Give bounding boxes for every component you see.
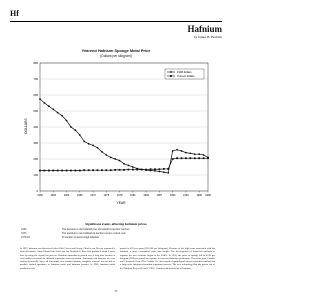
x-tick-label: 1972 <box>90 194 96 197</box>
data-point <box>185 152 187 154</box>
hafnium-symbol: Hf <box>10 9 19 18</box>
data-point <box>158 168 160 170</box>
y-tick-label: 0 <box>36 189 38 193</box>
data-point <box>101 169 103 171</box>
data-point <box>70 126 72 128</box>
data-point <box>154 170 156 172</box>
x-tick-label: 1969 <box>77 194 83 197</box>
data-point <box>79 134 81 136</box>
series-line <box>40 99 208 173</box>
data-point <box>44 102 46 104</box>
events-title: Significant events affecting hafnium prices <box>85 222 147 226</box>
data-point <box>167 172 169 174</box>
data-point <box>105 169 107 171</box>
data-point <box>70 170 72 172</box>
data-point <box>150 168 152 170</box>
data-point <box>92 145 94 147</box>
event-year: 1953 <box>21 232 27 235</box>
x-tick-label: 1978 <box>116 194 123 197</box>
x-tick-label: 1981 <box>130 194 136 197</box>
data-point <box>172 150 174 152</box>
data-point <box>88 143 90 145</box>
data-point <box>136 169 138 171</box>
event-text: The decision to use hafnium free zirconium in nuclear reactors <box>62 228 130 231</box>
data-point <box>141 169 143 171</box>
data-point <box>97 169 99 171</box>
legend-marker <box>170 75 172 77</box>
y-tick-label: 200 <box>33 157 38 161</box>
body-text-right: quoted at $22 per gram ($22,000 per kilogram). Because of the high costs associated with the hafnium, a more economical route was sought. The development of improved methods to separate the two elements began in the 1940's. In 1959, the price of sponge fell to $110 per kilogram ($28 per pound) in response to increased hafnium production. That same year, Carbide and Chemicals Corp. (The Carbide Co.) developed a liquid-liquid solvent extraction method and a large-scale hafnium-zirconium separation process. The new technology that has grown out of the Hafnium Project (Powell, 1961). Commercial production of hafnium <box>120 247 215 270</box>
data-point <box>189 157 191 159</box>
event-text: The decision to use hafnium in nuclear reactor control rods <box>62 232 126 235</box>
x-tick-label: 1987 <box>156 194 163 197</box>
data-point <box>194 157 196 159</box>
data-point <box>101 151 103 153</box>
data-point <box>198 153 200 155</box>
data-point <box>181 157 183 159</box>
data-point <box>163 168 165 170</box>
chart-grid <box>40 63 208 191</box>
data-point <box>52 109 54 111</box>
data-point <box>57 112 59 114</box>
x-tick-label: 1998 <box>205 194 211 197</box>
byline: by James B. Hedrick <box>193 35 222 39</box>
y-tick-label: 100 <box>33 173 38 177</box>
data-point <box>66 170 68 172</box>
event-text: Economic recession-high inflation <box>62 236 100 239</box>
data-point <box>52 170 54 172</box>
data-point <box>92 169 94 171</box>
data-point <box>39 170 41 172</box>
x-tick-label: 1993 <box>183 194 189 197</box>
y-tick-label: 400 <box>33 125 38 129</box>
y-tick-label: 300 <box>33 141 38 145</box>
y-tick-label: 500 <box>33 109 38 113</box>
data-point <box>105 154 107 156</box>
data-point <box>176 149 178 151</box>
y-tick-label: 800 <box>33 61 38 65</box>
chart-ticks <box>33 61 211 197</box>
data-point <box>44 170 46 172</box>
data-point <box>48 170 50 172</box>
x-tick-label: 1984 <box>143 194 149 197</box>
y-tick-label: 600 <box>33 93 38 97</box>
legend-label: 1998 dollars <box>177 71 192 74</box>
data-point <box>74 170 76 172</box>
data-point <box>119 160 121 162</box>
legend-marker <box>170 71 172 73</box>
x-tick-label: 1975 <box>103 194 110 197</box>
data-point <box>167 168 169 170</box>
data-point <box>128 169 130 171</box>
data-point <box>74 129 76 131</box>
data-point <box>189 153 191 155</box>
data-point <box>203 154 205 156</box>
data-point <box>83 141 85 143</box>
data-point <box>110 169 112 171</box>
data-point <box>83 169 85 171</box>
data-point <box>119 169 121 171</box>
data-point <box>176 157 178 159</box>
y-axis-label: DOLLARS <box>24 118 28 134</box>
chart-series <box>39 98 209 174</box>
data-point <box>61 115 63 117</box>
chart-subtitle: (Dollars per kilogram) <box>100 54 132 58</box>
x-tick-label: 1963 <box>50 194 57 197</box>
data-point <box>48 105 50 107</box>
data-point <box>203 157 205 159</box>
page-title: Hafnium <box>187 24 222 34</box>
data-point <box>97 147 99 149</box>
data-point <box>185 157 187 159</box>
x-tick-label: 1996 <box>196 194 202 197</box>
data-point <box>88 169 90 171</box>
body-text-left: In 1923, hafnium was discovered when Dirk Coster and George Charles von Hevesy separated it from zirconium. Anton Eduard van Arkel and Jan Hendrik de Boer first produced metal 2 years later by using the crystal bar process. Hafnium immediately passed over a long time because it was hardly tested and the difficult separation from zirconium. Zirconium and hafnium are very similar chemically. Since all zirconium ores contain hafnium, complete removal was needed to produce limited quantities of hafnium metal and hafnium powder. In 1960, hafnium metal production was <box>20 247 115 270</box>
data-point <box>123 169 125 171</box>
data-point <box>132 166 134 168</box>
data-point <box>123 163 125 165</box>
data-point <box>39 98 41 100</box>
data-point <box>181 150 183 152</box>
event-year: 1950 <box>21 228 27 231</box>
x-axis-label: YEAR <box>116 201 126 205</box>
data-point <box>66 120 68 122</box>
data-point <box>158 171 160 173</box>
data-point <box>114 169 116 171</box>
data-point <box>194 153 196 155</box>
data-point <box>128 165 130 167</box>
data-point <box>154 168 156 170</box>
x-tick-label: 1990 <box>169 194 176 197</box>
data-point <box>132 169 134 171</box>
data-point <box>207 157 209 159</box>
data-point <box>114 158 116 160</box>
legend-label: Current dollars <box>177 75 195 78</box>
event-year: 1979-81 <box>21 236 30 239</box>
data-point <box>145 169 147 171</box>
data-point <box>61 170 63 172</box>
data-point <box>163 171 165 173</box>
y-tick-label: 700 <box>33 77 38 81</box>
data-point <box>198 157 200 159</box>
data-point <box>57 170 59 172</box>
data-point <box>79 170 81 172</box>
chart-legend <box>165 69 204 79</box>
page-number: 55 <box>114 290 118 293</box>
x-tick-label: 1966 <box>63 194 70 197</box>
data-point <box>110 157 112 159</box>
data-point <box>172 158 174 160</box>
x-tick-label: 1960 <box>37 194 43 197</box>
chart-title: Yearend Hafnium Sponge Metal Price <box>81 48 151 53</box>
